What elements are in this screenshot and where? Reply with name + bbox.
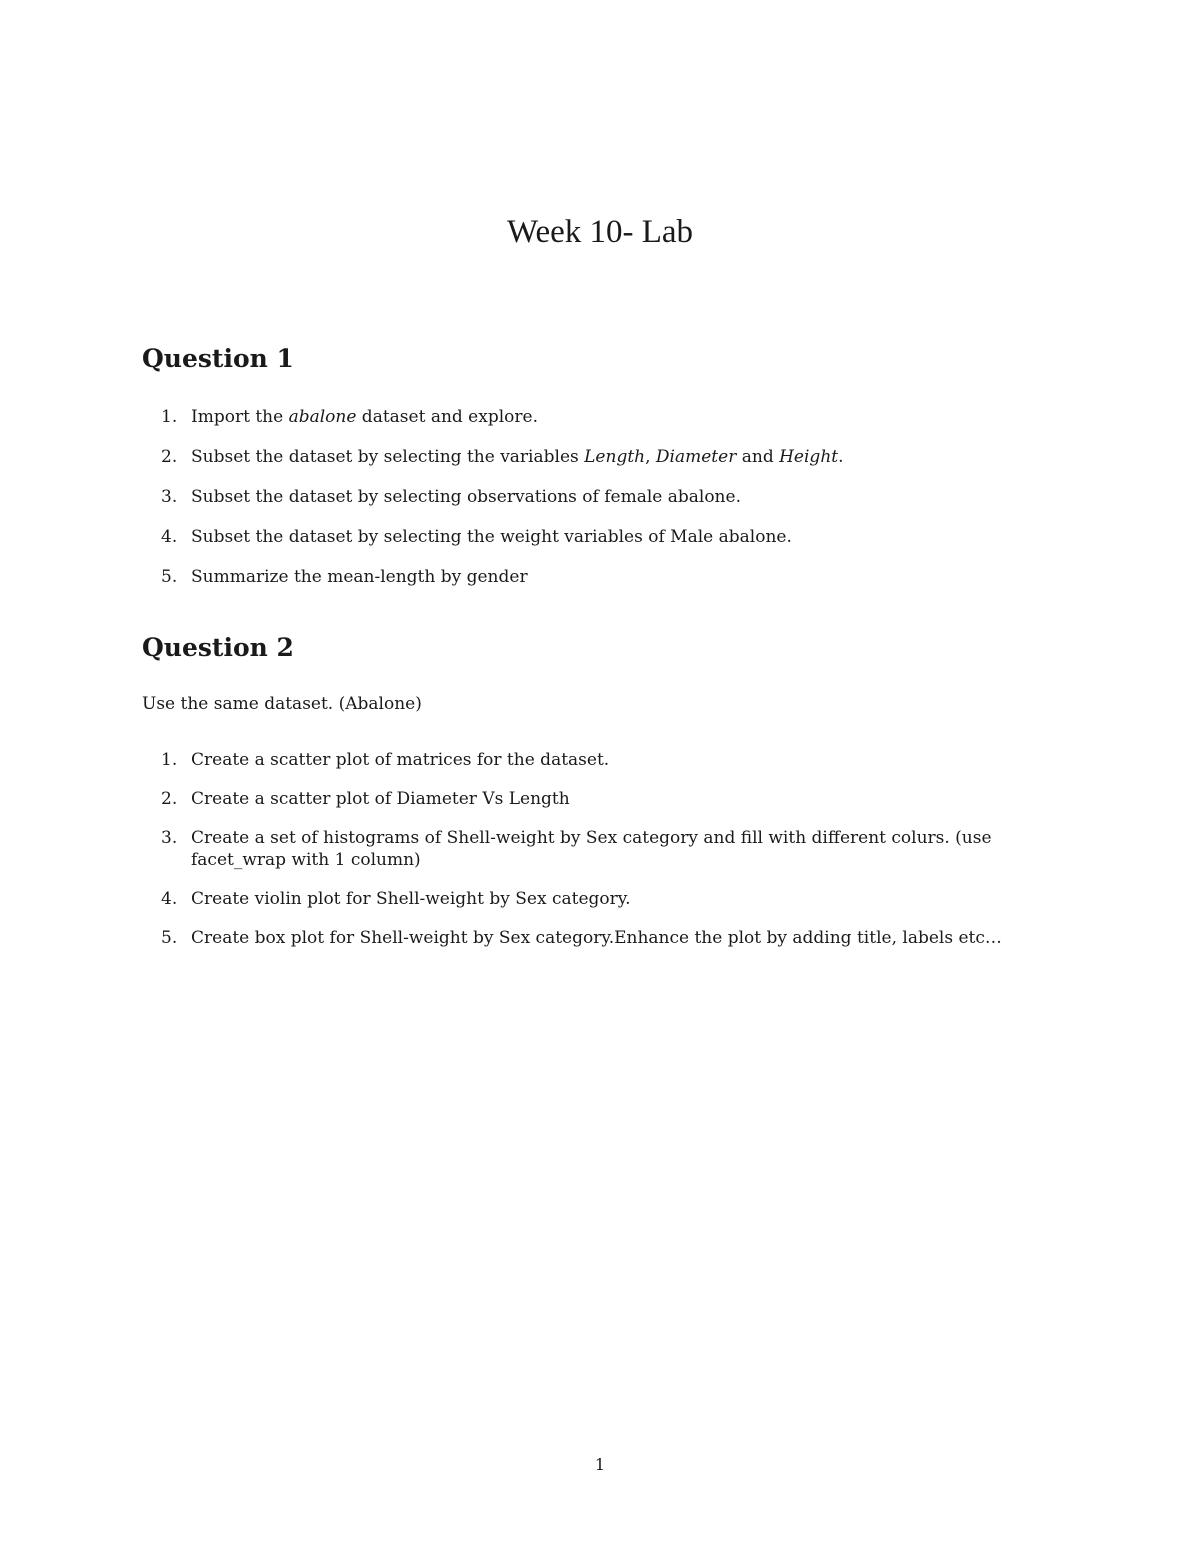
list-item [142, 406, 1072, 428]
item-text-emphasis: Diameter [655, 447, 737, 467]
item-text-part: . [838, 447, 844, 467]
item-text: Subset the dataset by selecting the weight variables of Male abalone. [191, 527, 792, 547]
list-item [142, 526, 1072, 548]
item-number: 1. [161, 407, 178, 427]
item-text-part: and [736, 447, 780, 467]
item-number: 4. [161, 527, 178, 547]
list-item [142, 486, 1072, 508]
item-number: 2. [161, 789, 178, 809]
item-text-part: , [645, 447, 656, 467]
item-number: 5. [161, 567, 178, 587]
list-item [142, 888, 1072, 910]
item-text-emphasis: Length [584, 447, 646, 467]
item-text: Create violin plot for Shell-weight by Sex category. [191, 889, 631, 909]
item-number: 5. [161, 928, 178, 948]
list-item [142, 827, 1072, 871]
item-number: 2. [161, 447, 178, 467]
item-number: 4. [161, 889, 178, 909]
question-2-intro: Use the same dataset. (Abalone) [142, 694, 422, 714]
item-text-part: dataset and explore. [356, 407, 538, 427]
question-1-list [142, 406, 1072, 606]
list-item [142, 927, 1072, 949]
item-text-emphasis: Height [779, 447, 839, 467]
list-item [142, 446, 1072, 468]
list-item [142, 788, 1072, 810]
item-text: Create box plot for Shell-weight by Sex category.Enhance the plot by adding title, labels etc… [191, 928, 1002, 948]
item-text: Create a set of histograms of Shell-weight by Sex category and fill with different colurs. (use facet_wrap with 1 column) [191, 828, 992, 870]
question-2-heading: Question 2 [142, 633, 294, 662]
list-item [142, 749, 1072, 771]
question-1-heading: Question 1 [142, 344, 294, 373]
question-2-list [142, 749, 1072, 966]
item-text: Summarize the mean-length by gender [191, 567, 528, 587]
page-number: 1 [594, 1455, 606, 1474]
document-title: Week 10- Lab [506, 214, 694, 250]
item-text: Create a scatter plot of matrices for the dataset. [191, 750, 610, 770]
item-text: Create a scatter plot of Diameter Vs Length [191, 789, 570, 809]
list-item [142, 566, 1072, 588]
item-text: Subset the dataset by selecting observations of female abalone. [191, 487, 741, 507]
item-text-emphasis: abalone [288, 407, 357, 427]
item-number: 1. [161, 750, 178, 770]
item-text-part: Subset the dataset by selecting the variables [191, 447, 585, 467]
item-number: 3. [161, 487, 178, 507]
item-number: 3. [161, 828, 178, 848]
item-text-part: Import the [191, 407, 289, 427]
